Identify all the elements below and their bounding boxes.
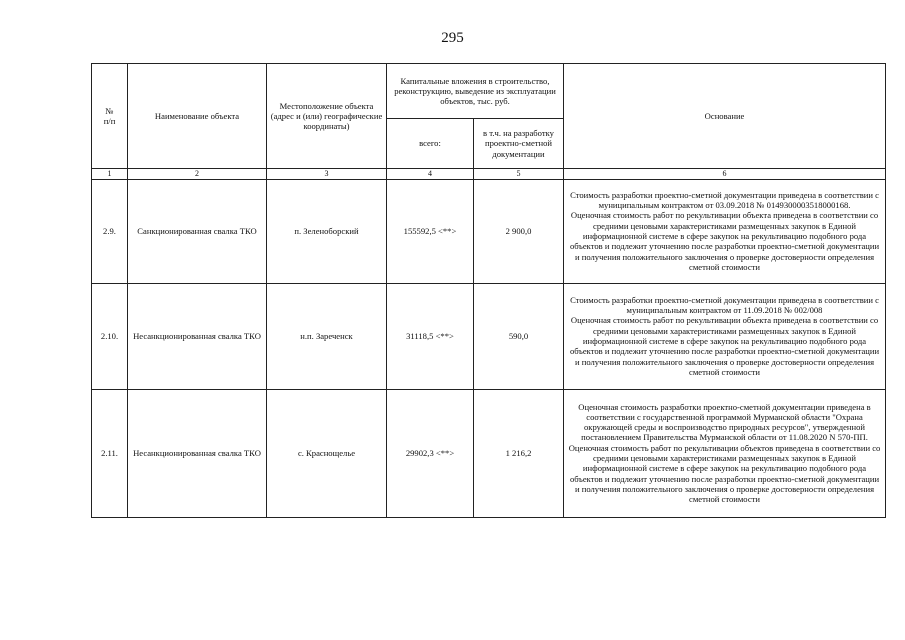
objects-table: [91, 63, 886, 518]
design-amount: 590,0: [474, 283, 564, 389]
object-location: п. Зеленоборский: [267, 179, 387, 283]
row-number: 2.10.: [92, 283, 128, 389]
column-number: 5: [474, 169, 564, 180]
table-row: [92, 283, 886, 389]
page-number: 295: [441, 30, 464, 46]
basis-text: Стоимость разработки проектно-сметной документации приведена в соответствии с муниципальным контрактом от 11.09.2018 № 002/008 Оценочная стоимость работ по рекультивации объекта приведена в соответствии со средними ценовыми характеристиками размещенных закупок в Единой информационной системе в сфере закупок на рекультивацию подобного рода объектов и подлежит уточнению после разработки проектно-сметной документации и получения положительного заключения о проверке достоверности определения сметной стоимости: [564, 283, 886, 389]
total-amount: 29902,3 <**>: [387, 389, 474, 517]
object-name: Несанкционированная свалка ТКО: [128, 389, 267, 517]
table-row: [92, 389, 886, 517]
header-basis: Основание: [564, 64, 886, 169]
object-location: с. Краснощелье: [267, 389, 387, 517]
row-number: 2.9.: [92, 179, 128, 283]
column-number-row: [92, 169, 886, 180]
basis-text: Стоимость разработки проектно-сметной документации приведена в соответствии с муниципальным контрактом от 03.09.2018 № 0149300003518000168. Оценочная стоимость работ по рекультивации объекта приведена в соответствии со средними ценовыми характеристиками размещенных закупок в Единой информационной системе в сфере закупок на рекультивацию подобного рода объектов и подлежит уточнению после разработки проектно-сметной документации и получения положительного заключения о проверке достоверности определения сметной стоимости: [564, 179, 886, 283]
header-capital-investments: Капитальные вложения в строительство, реконструкцию, выведение из эксплуатации объектов, тыс. руб.: [387, 64, 564, 119]
header-total: всего:: [387, 119, 474, 169]
column-number: 2: [128, 169, 267, 180]
total-amount: 155592,5 <**>: [387, 179, 474, 283]
table-row: [92, 179, 886, 283]
header-no: № п/п: [92, 64, 128, 169]
header-name: Наименование объекта: [128, 64, 267, 169]
header-row: [92, 64, 886, 119]
column-number: 6: [564, 169, 886, 180]
header-incl-design: в т.ч. на разработку проектно-сметной документации: [474, 119, 564, 169]
object-location: н.п. Зареченск: [267, 283, 387, 389]
basis-text: Оценочная стоимость разработки проектно-сметной документации приведена в соответствии с государственной программой Мурманской области "Охрана окружающей среды и воспроизводство природных ресурсов", утвержденной постановлением Правительства Мурманской области от 11.08.2020 N 570-ПП. Оценочная стоимость работ по рекультивации объектов приведена в соответствии со средними ценовыми характеристиками размещенных закупок в Единой информационной системе в сфере закупок на рекультивацию подобного рода объектов и подлежит уточнению после разработки проектно-сметной документации и получения положительного заключения о проверке достоверности определения сметной стоимости: [564, 389, 886, 517]
design-amount: 1 216,2: [474, 389, 564, 517]
column-number: 4: [387, 169, 474, 180]
total-amount: 31118,5 <**>: [387, 283, 474, 389]
row-number: 2.11.: [92, 389, 128, 517]
column-number: 1: [92, 169, 128, 180]
design-amount: 2 900,0: [474, 179, 564, 283]
object-name: Санкционированная свалка ТКО: [128, 179, 267, 283]
column-number: 3: [267, 169, 387, 180]
object-name: Несанкционированная свалка ТКО: [128, 283, 267, 389]
header-location: Местоположение объекта (адрес и (или) географические координаты): [267, 64, 387, 169]
